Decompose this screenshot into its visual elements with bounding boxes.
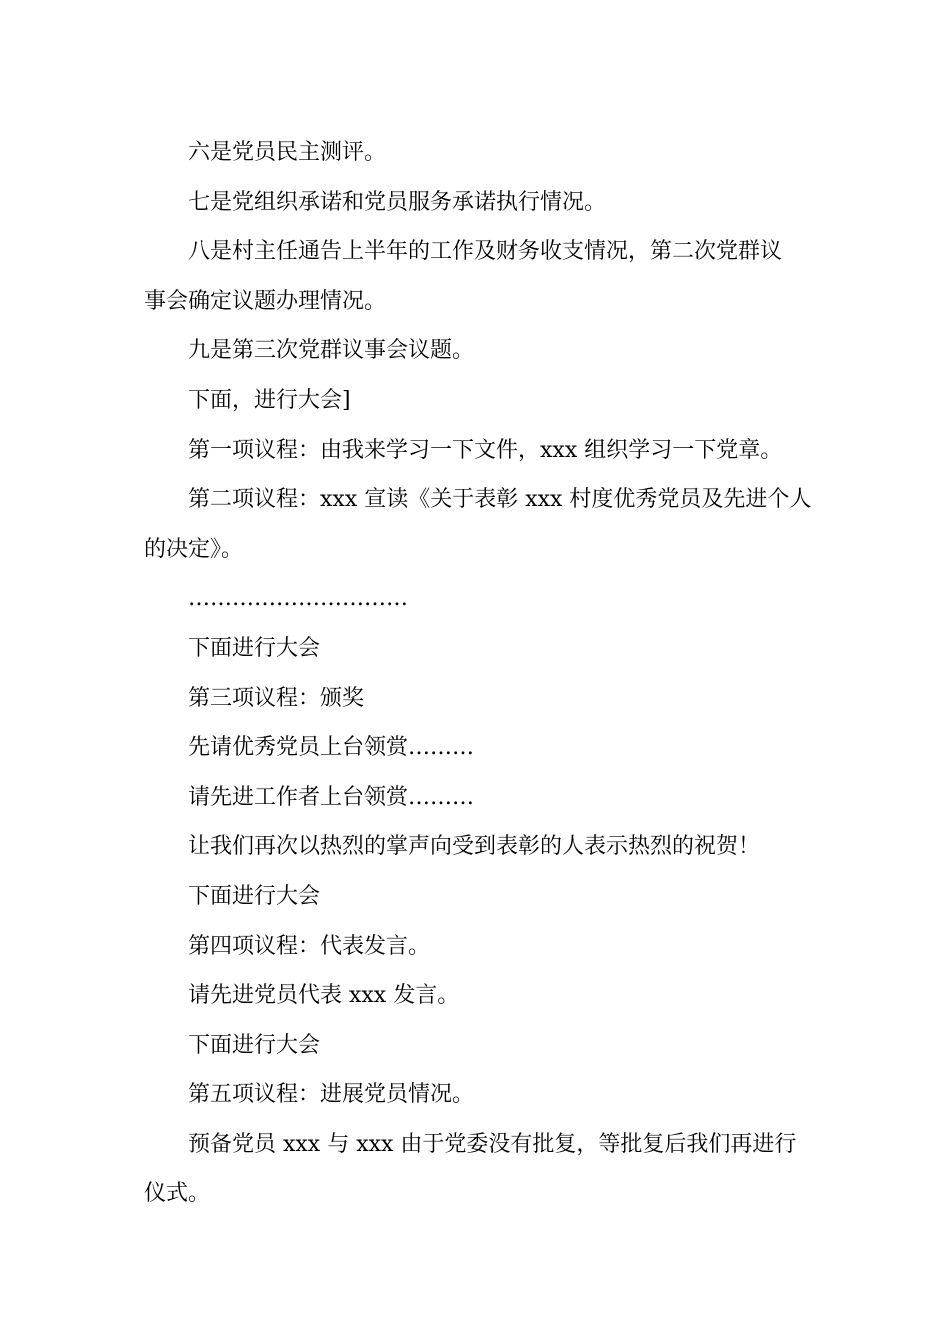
paragraph-agenda-2-continued [144, 525, 808, 575]
paragraph-agenda-4 [144, 922, 808, 972]
paragraph-line: 预备党员 xxx 与 xxx 由于党委没有批复，等批复后我们再进行 [188, 1131, 797, 1157]
paragraph-agenda-5 [144, 1070, 808, 1120]
paragraph-item-7 [144, 178, 808, 228]
paragraph-line: 八是村主任通告上半年的工作及财务收支情况，第二次党群议 [188, 239, 783, 265]
paragraph-line: 让我们再次以热烈的掌声向受到表彰的人表示热烈的祝贺！ [188, 834, 761, 860]
paragraph-line: 的决定》。 [144, 536, 244, 562]
paragraph-probationary [144, 1120, 808, 1170]
paragraph-award-workers [144, 773, 808, 823]
paragraph-applause [144, 822, 808, 872]
paragraph-proceed [144, 624, 808, 674]
paragraph-proceed [144, 376, 808, 426]
paragraph-line: 七是党组织承诺和党员服务承诺执行情况。 [188, 189, 607, 215]
paragraph-line: 第二项议程：xxx 宣读《关于表彰 xxx 村度优秀党员及先进个人 [188, 487, 812, 513]
paragraph-line: 下面进行大会 [188, 883, 321, 909]
paragraph-agenda-2 [144, 475, 812, 525]
paragraph-line: 下面进行大会 [188, 1032, 321, 1058]
document-body [144, 128, 812, 1219]
paragraph-line: 请先进工作者上台领赏……… [188, 784, 475, 810]
paragraph-line: 九是第三次党群议事会议题。 [188, 338, 475, 364]
paragraph-line: ………………………… [188, 586, 408, 612]
paragraph-line: 第四项议程：代表发言。 [188, 933, 431, 959]
paragraph-agenda-1 [144, 426, 808, 476]
paragraph-proceed [144, 1021, 808, 1071]
paragraph-line: 第三项议程：颁奖 [188, 685, 365, 711]
paragraph-line: 仪式。 [144, 1181, 211, 1207]
paragraph-line: 下面进行大会 [188, 635, 321, 661]
paragraph-line: 请先进党员代表 xxx 发言。 [188, 983, 460, 1009]
paragraph-item-6 [144, 128, 808, 178]
paragraph-item-8-continued [144, 277, 808, 327]
paragraph-line: 六是党员民主测评。 [188, 140, 387, 165]
paragraph-line: 先请优秀党员上台领赏……… [188, 735, 475, 761]
paragraph-line: 下面，进行大会] [188, 387, 351, 413]
paragraph-line: 事会确定议题办理情况。 [144, 288, 387, 314]
paragraph-line: 第一项议程：由我来学习一下文件，xxx 组织学习一下党章。 [188, 437, 783, 463]
paragraph-item-8 [144, 227, 808, 277]
paragraph-probationary-continued [144, 1169, 808, 1219]
paragraph-item-9 [144, 326, 808, 376]
paragraph-award-excellent [144, 723, 808, 773]
paragraph-speech [144, 971, 808, 1021]
paragraph-proceed [144, 872, 808, 922]
paragraph-line: 第五项议程：进展党员情况。 [188, 1082, 475, 1108]
paragraph-ellipsis [144, 574, 808, 624]
paragraph-agenda-3 [144, 674, 808, 724]
